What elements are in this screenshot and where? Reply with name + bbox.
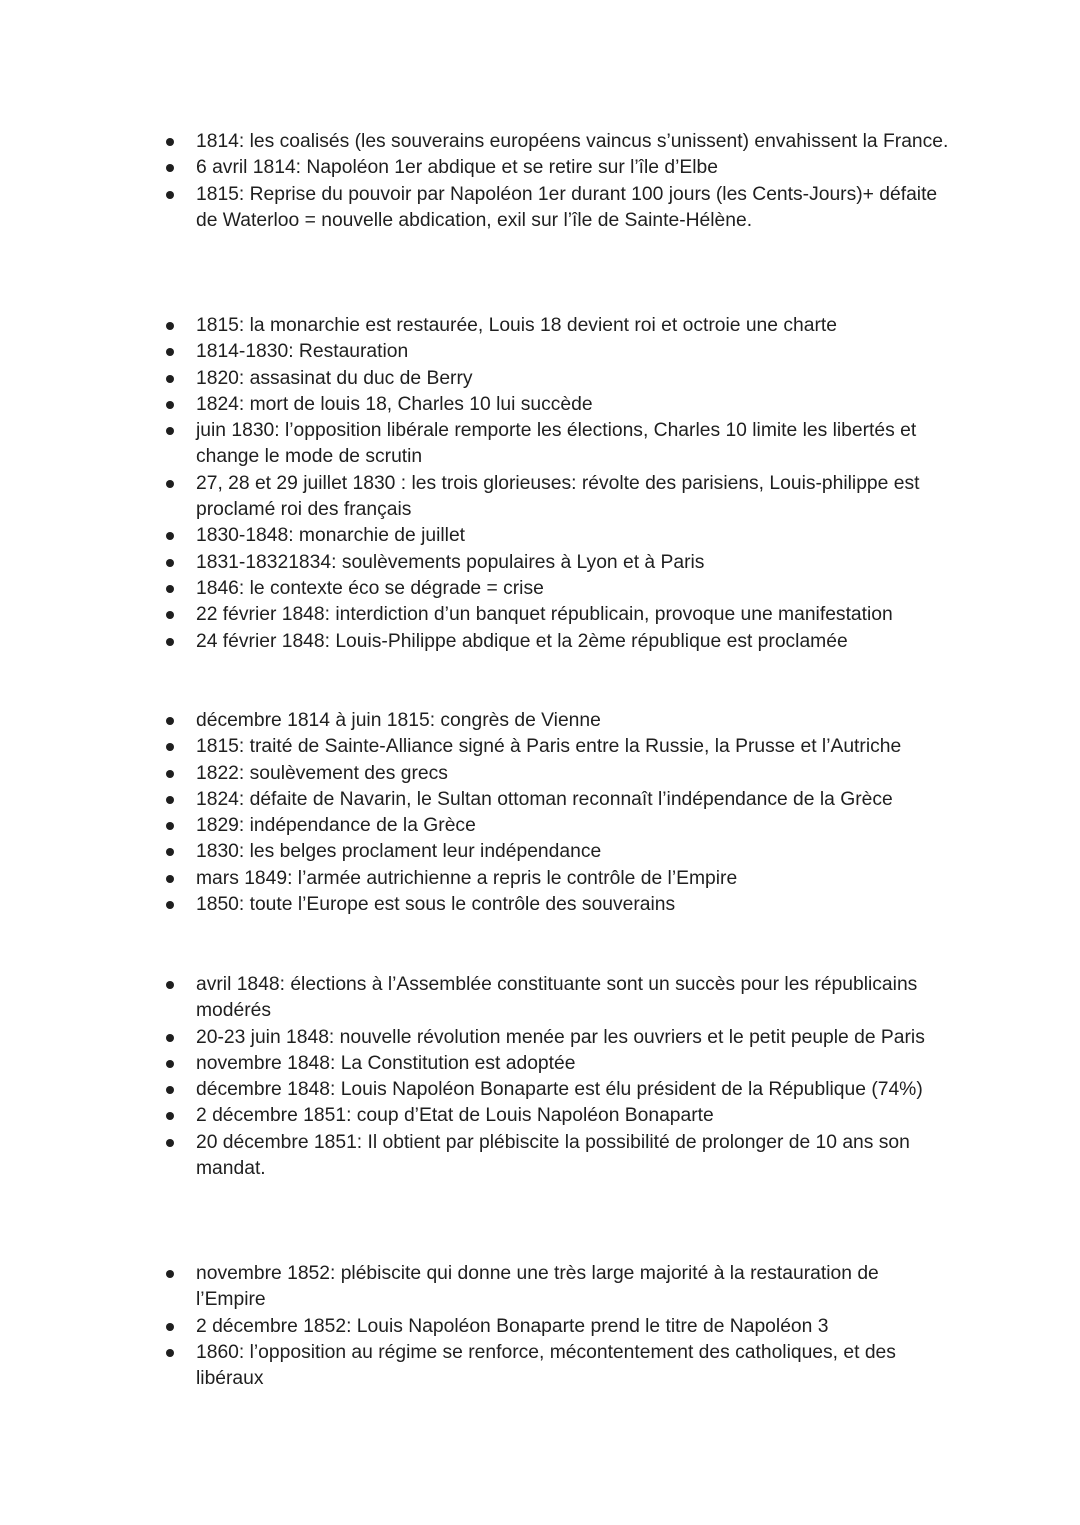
bullet-icon — [166, 480, 174, 488]
list-item — [0, 1130, 1080, 1183]
bullet-list — [0, 708, 1080, 918]
list-item-text: 20 décembre 1851: Il obtient par plébiscite la possibilité de prolonger de 10 ans son mandat. — [196, 1131, 910, 1180]
list-item — [0, 1340, 1080, 1393]
bullet-list — [0, 1261, 1080, 1392]
list-item — [0, 418, 1080, 471]
bullet-icon — [166, 1349, 174, 1357]
list-item — [0, 866, 1080, 892]
list-item — [0, 576, 1080, 602]
list-item-text: 1820: assasinat du duc de Berry — [196, 367, 473, 389]
list-item-text: 1815: traité de Sainte-Alliance signé à Paris entre la Russie, la Prusse et l’Autriche — [196, 736, 902, 758]
section-deuxieme-republique — [0, 972, 1080, 1182]
bullet-icon — [166, 401, 174, 409]
bullet-icon — [166, 1323, 174, 1331]
bullet-icon — [166, 585, 174, 593]
list-item — [0, 787, 1080, 813]
bullet-icon — [166, 164, 174, 172]
list-item — [0, 1051, 1080, 1077]
list-item — [0, 155, 1080, 181]
list-item-text: 20-23 juin 1848: nouvelle révolution menée par les ouvriers et le petit peuple de Paris — [196, 1026, 925, 1048]
list-item-text: 2 décembre 1852: Louis Napoléon Bonaparte prend le titre de Napoléon 3 — [196, 1315, 829, 1337]
list-item-text: 1824: défaite de Navarin, le Sultan ottoman reconnaît l’indépendance de la Grèce — [196, 788, 893, 810]
list-item — [0, 1077, 1080, 1103]
bullet-icon — [166, 875, 174, 883]
bullet-icon — [166, 138, 174, 146]
list-item — [0, 972, 1080, 1025]
bullet-icon — [166, 1086, 174, 1094]
list-item-text: 1829: indépendance de la Grèce — [196, 815, 476, 837]
list-item-text: 1814: les coalisés (les souverains européens vaincus s’unissent) envahissent la France. — [196, 131, 949, 152]
list-item — [0, 892, 1080, 918]
section-europe-congres-vienne — [0, 708, 1080, 918]
bullet-icon — [166, 638, 174, 646]
list-item — [0, 708, 1080, 734]
section-premier-empire-chute — [0, 129, 1080, 234]
bullet-icon — [166, 981, 174, 989]
list-item-text: 27, 28 et 29 juillet 1830 : les trois glorieuses: révolte des parisiens, Louis-philippe est proclamé roi des français — [196, 472, 920, 521]
list-item-text: mars 1849: l’armée autrichienne a repris le contrôle de l’Empire — [196, 867, 738, 889]
bullet-icon — [166, 770, 174, 778]
bullet-icon — [166, 743, 174, 751]
list-item-text: décembre 1848: Louis Napoléon Bonaparte est élu président de la République (74%) — [196, 1079, 923, 1101]
list-item — [0, 734, 1080, 760]
bullet-icon — [166, 559, 174, 567]
bullet-icon — [166, 1034, 174, 1042]
list-item-text: 24 février 1848: Louis-Philippe abdique et la 2ème république est proclamée — [196, 630, 848, 652]
bullet-icon — [166, 348, 174, 356]
list-item — [0, 523, 1080, 549]
list-item-text: novembre 1852: plébiscite qui donne une très large majorité à la restauration de l’Empire — [196, 1263, 879, 1311]
list-item — [0, 629, 1080, 655]
list-item-text: 1850: toute l’Europe est sous le contrôle des souverains — [196, 894, 676, 916]
list-item-text: 1815: la monarchie est restaurée, Louis 18 devient roi et octroie une charte — [196, 315, 837, 336]
list-item-text: juin 1830: l’opposition libérale remporte les élections, Charles 10 limite les libertés et change le mode de scrutin — [196, 420, 917, 468]
bullet-icon — [166, 532, 174, 540]
bullet-icon — [166, 322, 174, 330]
bullet-list — [0, 313, 1080, 655]
list-item-text: 22 février 1848: interdiction d’un banquet républicain, provoque une manifestation — [196, 604, 893, 626]
bullet-icon — [166, 796, 174, 804]
bullet-icon — [166, 1270, 174, 1278]
bullet-icon — [166, 427, 174, 435]
bullet-icon — [166, 1112, 174, 1120]
list-item — [0, 129, 1080, 155]
list-item — [0, 1314, 1080, 1340]
bullet-icon — [166, 191, 174, 199]
list-item — [0, 813, 1080, 839]
list-item-text: 1831-18321834: soulèvements populaires à Lyon et à Paris — [196, 551, 705, 573]
bullet-icon — [166, 901, 174, 909]
list-item-text: 1830-1848: monarchie de juillet — [196, 525, 466, 547]
list-item — [0, 1103, 1080, 1129]
list-item — [0, 366, 1080, 392]
list-item — [0, 602, 1080, 628]
list-item — [0, 550, 1080, 576]
bullet-icon — [166, 611, 174, 619]
list-item-text: novembre 1848: La Constitution est adoptée — [196, 1052, 576, 1074]
list-item-text: 1814-1830: Restauration — [196, 341, 409, 363]
list-item-text: 1824: mort de louis 18, Charles 10 lui succède — [196, 393, 593, 415]
list-item — [0, 392, 1080, 418]
list-item-text: 1846: le contexte éco se dégrade = crise — [196, 577, 544, 599]
list-item — [0, 1261, 1080, 1314]
section-restauration-monarchie-juillet — [0, 313, 1080, 655]
bullet-icon — [166, 717, 174, 725]
list-item-text: 1815: Reprise du pouvoir par Napoléon 1er durant 100 jours (les Cents-Jours)+ défaite de Waterloo = nouvelle abdication, exil sur l’île de Sainte-Hélène. — [196, 183, 938, 231]
section-second-empire — [0, 1261, 1080, 1392]
list-item — [0, 761, 1080, 787]
bullet-icon — [166, 375, 174, 383]
list-item — [0, 313, 1080, 339]
list-item-text: 2 décembre 1851: coup d’Etat de Louis Napoléon Bonaparte — [196, 1105, 714, 1127]
list-item-text: avril 1848: élections à l’Assemblée constituante sont un succès pour les républicains modérés — [196, 974, 918, 1022]
bullet-list — [0, 129, 1080, 234]
list-item-text: 6 avril 1814: Napoléon 1er abdique et se retire sur l’île d’Elbe — [196, 157, 718, 179]
list-item — [0, 471, 1080, 524]
list-item-text: 1822: soulèvement des grecs — [196, 762, 448, 784]
bullet-icon — [166, 822, 174, 830]
bullet-list — [0, 972, 1080, 1182]
list-item — [0, 839, 1080, 865]
bullet-icon — [166, 848, 174, 856]
list-item — [0, 1025, 1080, 1051]
list-item-text: 1860: l’opposition au régime se renforce, mécontentement des catholiques, et des libéraux — [196, 1341, 896, 1390]
list-item-text: 1830: les belges proclament leur indépendance — [196, 841, 602, 863]
list-item — [0, 182, 1080, 235]
bullet-icon — [166, 1139, 174, 1147]
list-item-text: décembre 1814 à juin 1815: congrès de Vienne — [196, 710, 601, 731]
bullet-icon — [166, 1060, 174, 1068]
list-item — [0, 339, 1080, 365]
